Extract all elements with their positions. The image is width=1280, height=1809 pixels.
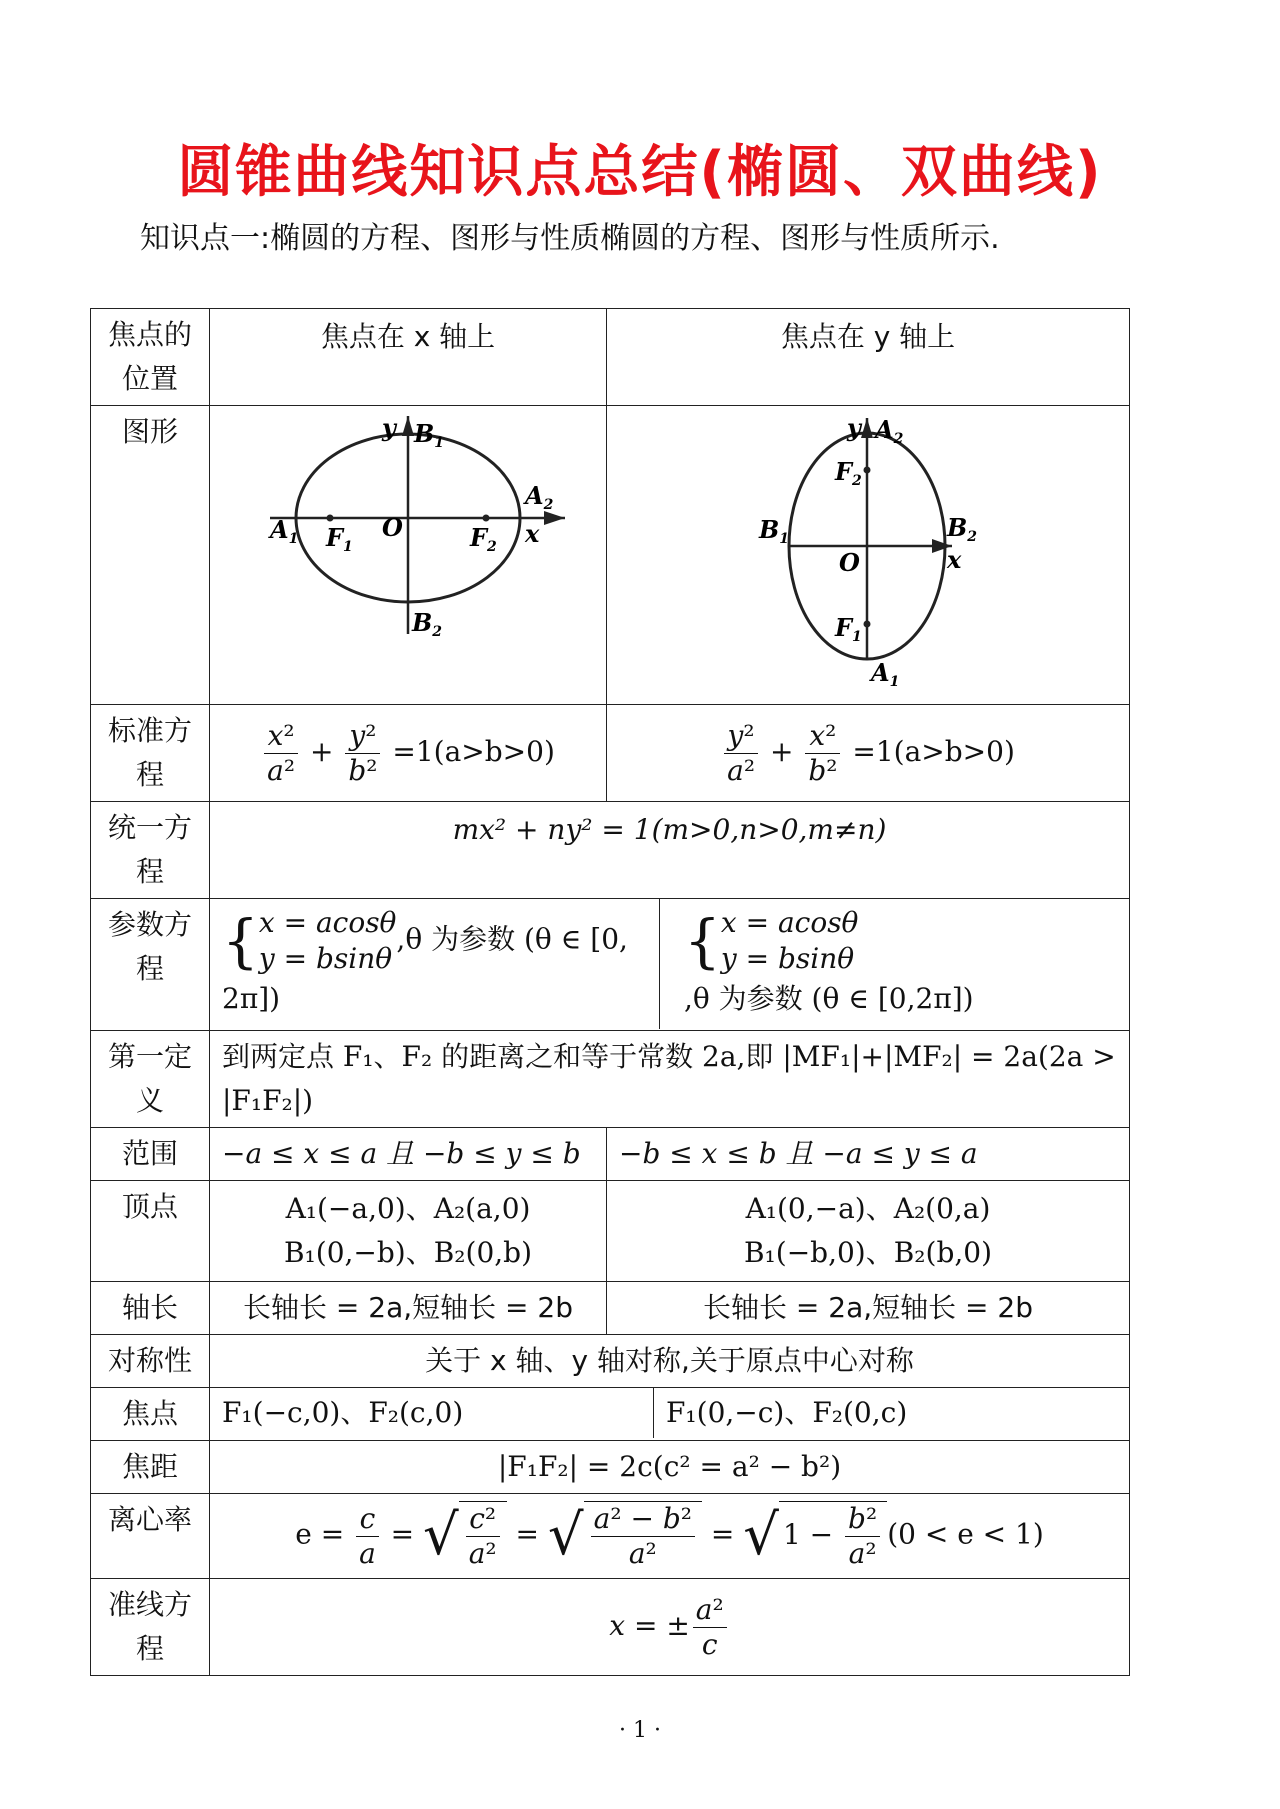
label-range: 范围: [91, 1128, 210, 1181]
standard-cond-y: =1(a>b>0): [852, 734, 1015, 768]
standard-eq-y: $\frac{\text{y²}}{\text{a²}}$ + $\frac{\text{x²}}{\text{b²}}$ =1(a>b>0): [607, 705, 1130, 802]
ellipse-y-diagram: [607, 406, 1128, 691]
label-vertex: 顶点: [91, 1181, 210, 1282]
svg-text:B1: $B_1$: [759, 515, 790, 547]
vertex-y: [607, 1181, 1130, 1282]
vertex-x-a: A₁(−a,0)、A₂(a,0): [285, 1192, 531, 1225]
svg-text:A2: $A_2$: [875, 415, 904, 447]
row-focus: [91, 1388, 1130, 1441]
range-x: −a ≤ x ≤ a 且 −b ≤ y ≤ b: [210, 1128, 607, 1181]
standard-eq-x: $\frac{\text{x²}}{\text{a²}}$ + $\frac{\text{y²}}{\text{b²}}$ =1(a>b>0): [210, 705, 607, 802]
param-note-x: ,θ 为参数 (θ ∈ [0,: [396, 922, 628, 956]
ellipse-x-diagram: [210, 406, 605, 691]
header-x-axis: 焦点在 x 轴上: [210, 309, 607, 406]
row-figure: [91, 406, 1130, 705]
row-param: [91, 899, 1130, 1031]
page-title: 圆锥曲线知识点总结(椭圆、双曲线): [177, 140, 1103, 205]
row-unified: [91, 802, 1130, 899]
label-axis: 轴长: [91, 1282, 210, 1335]
svg-text:x: x: [525, 519, 540, 548]
row-range: [91, 1128, 1130, 1181]
eccentricity-formula: e = $\frac{c}{a}$ = √ $\frac{\text{c²}}{\text{a²}}$ = √ $\frac{\text{a² − b²}}{\text{a²}}$ = √ 1 − $\frac{\text{b²}}{\text{a²}}$ (0 < e < 1): [210, 1494, 1130, 1579]
label-unified: 统一方程: [91, 802, 210, 899]
definition-text: 到两定点 F₁、F₂ 的距离之和等于常数 2a,即 |MF₁|+|MF₂| = 2a(2a > |F₁F₂|): [210, 1031, 1130, 1128]
param-eq-y: {x = acosθ y = bsinθ,θ 为参数 (θ ∈ [0,2π]): [684, 906, 974, 1015]
focus-cells: [210, 1388, 1130, 1441]
label-focal: 焦距: [91, 1441, 210, 1494]
row-axis: [91, 1282, 1130, 1335]
row-eccentricity: [91, 1494, 1130, 1579]
label-eccentricity: 离心率: [91, 1494, 210, 1579]
ellipse-table: [90, 308, 1130, 1676]
svg-text:F2: $F_2$: [470, 523, 497, 555]
eccentricity-range: (0 < e < 1): [887, 1517, 1044, 1551]
row-focal: [91, 1441, 1130, 1494]
focus-x: F₁(−c,0)、F₂(c,0): [210, 1388, 654, 1438]
svg-text:F2: $F_2$: [835, 457, 862, 489]
row-directrix: [91, 1579, 1130, 1676]
svg-text:B2: $B_2$: [412, 608, 443, 640]
svg-text:A1: $A_1$: [270, 515, 299, 547]
directrix-lhs: x = ±: [609, 1608, 690, 1642]
svg-text:F1: $F_1$: [835, 613, 862, 645]
label-definition: 第一定义: [91, 1031, 210, 1128]
svg-text:A1: $A_1$: [871, 658, 900, 690]
label-directrix: 准线方程: [91, 1579, 210, 1676]
figure-y-ellipse: [607, 406, 1130, 705]
range-y: −b ≤ x ≤ b 且 −a ≤ y ≤ a: [607, 1128, 1130, 1181]
param-note-y: ,θ 为参数 (θ ∈ [0,2π]): [684, 982, 974, 1015]
focus-y: F₁(0,−c)、F₂(0,c): [666, 1396, 908, 1429]
row-position: [91, 309, 1130, 406]
row-symmetry: [91, 1335, 1130, 1388]
page-number: · 1 ·: [619, 1718, 661, 1743]
directrix-formula: x = ± $\frac{\text{a²}}{c}$: [210, 1579, 1130, 1676]
label-param: 参数方程: [91, 899, 210, 1031]
axis-y: 长轴长 = 2a,短轴长 = 2b: [607, 1282, 1130, 1335]
label-position: 焦点的位置: [91, 309, 210, 406]
axis-x: 长轴长 = 2a,短轴长 = 2b: [210, 1282, 607, 1335]
row-vertex: [91, 1181, 1130, 1282]
vertex-y-b: B₁(−b,0)、B₂(b,0): [743, 1236, 993, 1269]
label-symmetry: 对称性: [91, 1335, 210, 1388]
header-y-axis: 焦点在 y 轴上: [607, 309, 1130, 406]
svg-text:y: y: [382, 413, 396, 442]
figure-x-ellipse: [210, 406, 607, 705]
vertex-x-b: B₁(0,−b)、B₂(0,b): [283, 1236, 533, 1269]
svg-text:y: y: [847, 413, 861, 442]
param-eq-x: {x = acosθ y = bsinθ,θ 为参数 (θ ∈ [0, 2π]): [210, 899, 660, 1029]
svg-text:B1: $B_1$: [414, 419, 445, 451]
symmetry-text: 关于 x 轴、y 轴对称,关于原点中心对称: [210, 1335, 1130, 1388]
unified-eq: mx² + ny² = 1(m>0,n>0,m≠n): [210, 802, 1130, 899]
row-standard: [91, 705, 1130, 802]
vertex-x: [210, 1181, 607, 1282]
row-definition: [91, 1031, 1130, 1128]
param-note-x2: 2π]): [222, 982, 281, 1015]
label-figure: 图形: [91, 406, 210, 705]
label-focus: 焦点: [91, 1388, 210, 1441]
intro-text: 知识点一:椭圆的方程、图形与性质椭圆的方程、图形与性质所示.: [140, 221, 1000, 256]
svg-text:A2: $A_2$: [525, 481, 554, 513]
standard-cond-x: =1(a>b>0): [392, 734, 555, 768]
svg-text:x: x: [947, 545, 962, 574]
label-standard: 标准方程: [91, 705, 210, 802]
svg-text:F1: $F_1$: [326, 523, 353, 555]
vertex-y-a: A₁(0,−a)、A₂(0,a): [745, 1192, 991, 1225]
svg-text:B2: $B_2$: [947, 513, 978, 545]
svg-text:O: O: [839, 548, 860, 577]
svg-text:O: O: [382, 513, 403, 542]
param-cells: [210, 899, 1130, 1031]
focal-text: |F₁F₂| = 2c(c² = a² − b²): [210, 1441, 1130, 1494]
